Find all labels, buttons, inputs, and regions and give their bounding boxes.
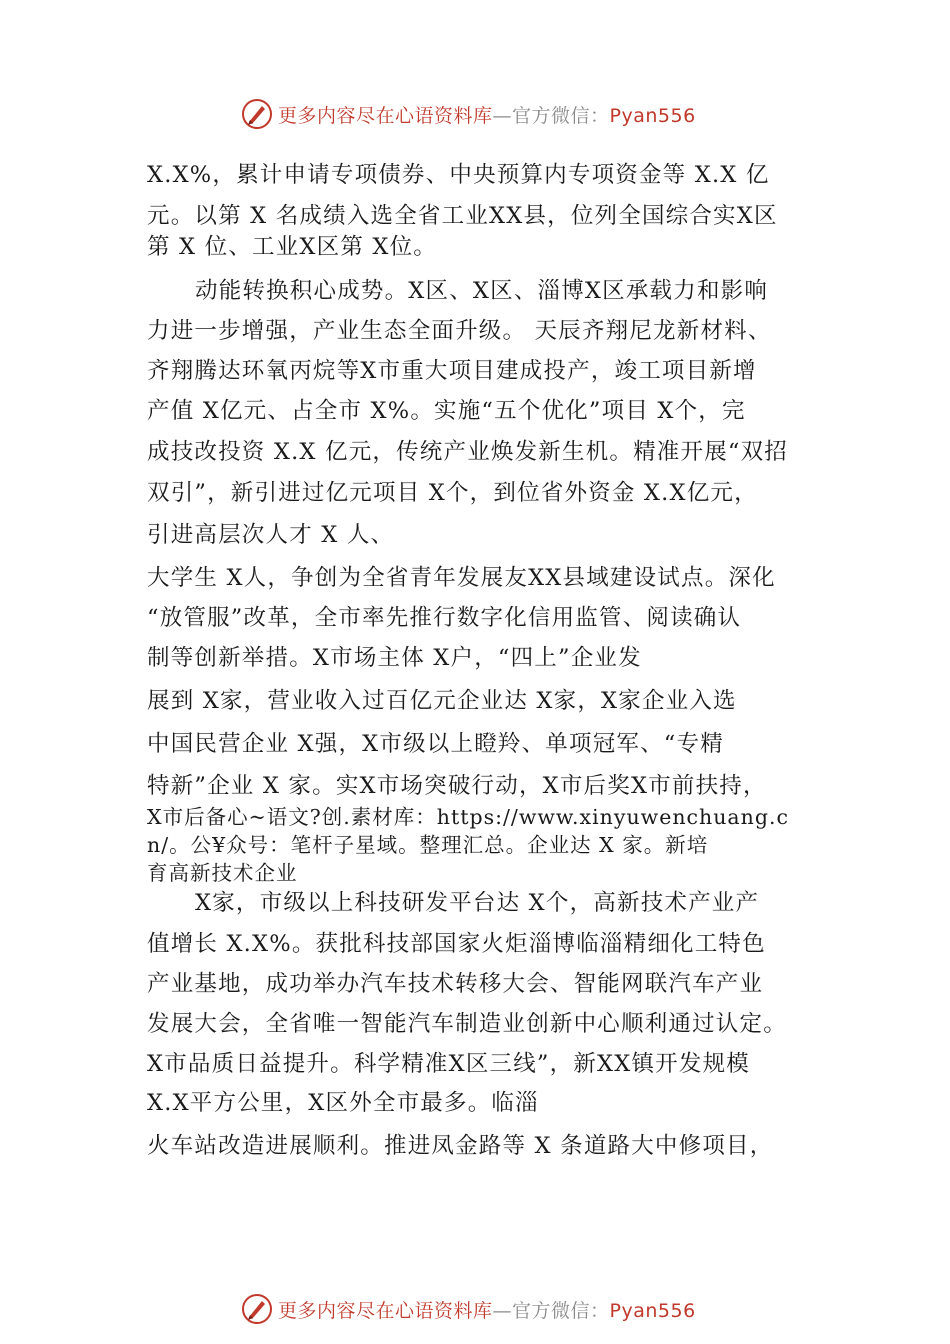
body-line: 产业基地，成功举办汽车技术转移大会、智能网联汽车产业	[147, 971, 764, 997]
body-line: 值增长 X.X%。获批科技部国家火炬淄博临淄精细化工特色	[147, 931, 766, 957]
body-line: “放管服”改革，全市率先推行数字化信用监管、阅读确认	[147, 605, 742, 631]
banner-wechat-label: —官方微信：	[492, 104, 610, 127]
banner-caption	[278, 101, 696, 128]
body-line: X市后备心~语文?创.素材库：https://www.xinyuwenchuang.c	[147, 805, 789, 829]
banner-library-name: 更多内容尽在心语资料库	[278, 1299, 493, 1322]
footer-banner	[240, 1291, 740, 1327]
banner-caption	[278, 1296, 696, 1323]
body-line: 中国民营企业 X强，X市级以上瞪羚、单项冠军、“专精	[147, 731, 724, 757]
body-line: 火车站改造进展顺利。推进凤金路等 X 条道路大中修项目，	[147, 1133, 774, 1159]
body-line: 齐翔腾达环氧丙烷等X市重大项目建成投产，竣工项目新增	[147, 358, 757, 384]
body-line: 展到 X家，营业收入过百亿元企业达 X家，X家企业入选	[147, 688, 737, 714]
body-line: 特新”企业 X 家。实X市场突破行动，X市后奖X市前扶持，	[147, 773, 767, 799]
body-line: X.X平方公里，X区外全市最多。临淄	[147, 1090, 539, 1116]
body-line: 大学生 X人，争创为全省青年发展友XX县域建设试点。深化	[147, 565, 776, 591]
body-line: 制等创新举措。X市场主体 X户，“四上”企业发	[147, 645, 642, 671]
banner-wechat-id: Pyan556	[609, 1299, 696, 1322]
body-line: 动能转换积心成势。X区、X区、淄博X区承载力和影响	[195, 278, 769, 304]
body-line: 力进一步增强，产业生态全面升级。 天辰齐翔尼龙新材料、	[147, 318, 772, 344]
header-banner	[240, 96, 740, 132]
body-line: 双引”，新引进过亿元项目 X个，到位省外资金 X.X亿元，	[147, 480, 758, 506]
body-line: X.X%，累计申请专项债券、中央预算内专项资金等 X.X 亿	[147, 162, 770, 188]
body-line: 元。以第 X 名成绩入选全省工业XX县，位列全国综合实X区	[147, 203, 778, 229]
body-line: 育高新技术企业	[147, 861, 298, 885]
body-line: 第 X 位、工业X区第 X位。	[147, 234, 438, 260]
body-line: X家，市级以上科技研发平台达 X个，高新技术产业产	[195, 890, 760, 916]
body-line: 引进高层次人才 X 人、	[147, 522, 395, 548]
body-line: 产值 X亿元、占全市 X%。实施“五个优化”项目 X个，完	[147, 398, 746, 424]
body-line: 成技改投资 X.X 亿元，传统产业焕发新生机。精准开展“双招	[147, 439, 788, 465]
body-line: 发展大会，全省唯一智能汽车制造业创新中心顺利通过认定。	[147, 1011, 787, 1037]
banner-library-name: 更多内容尽在心语资料库	[278, 104, 493, 127]
banner-wechat-id: Pyan556	[609, 104, 696, 127]
pen-logo-icon	[240, 97, 274, 131]
pen-logo-icon	[240, 1292, 274, 1326]
body-line: X市品质日益提升。科学精准X区三线”，新XX镇开发规模	[147, 1051, 750, 1077]
body-line: n/。公¥众号：笔杆子星域。整理汇总。企业达 X 家。新培	[147, 833, 709, 857]
banner-wechat-label: —官方微信：	[492, 1299, 610, 1322]
